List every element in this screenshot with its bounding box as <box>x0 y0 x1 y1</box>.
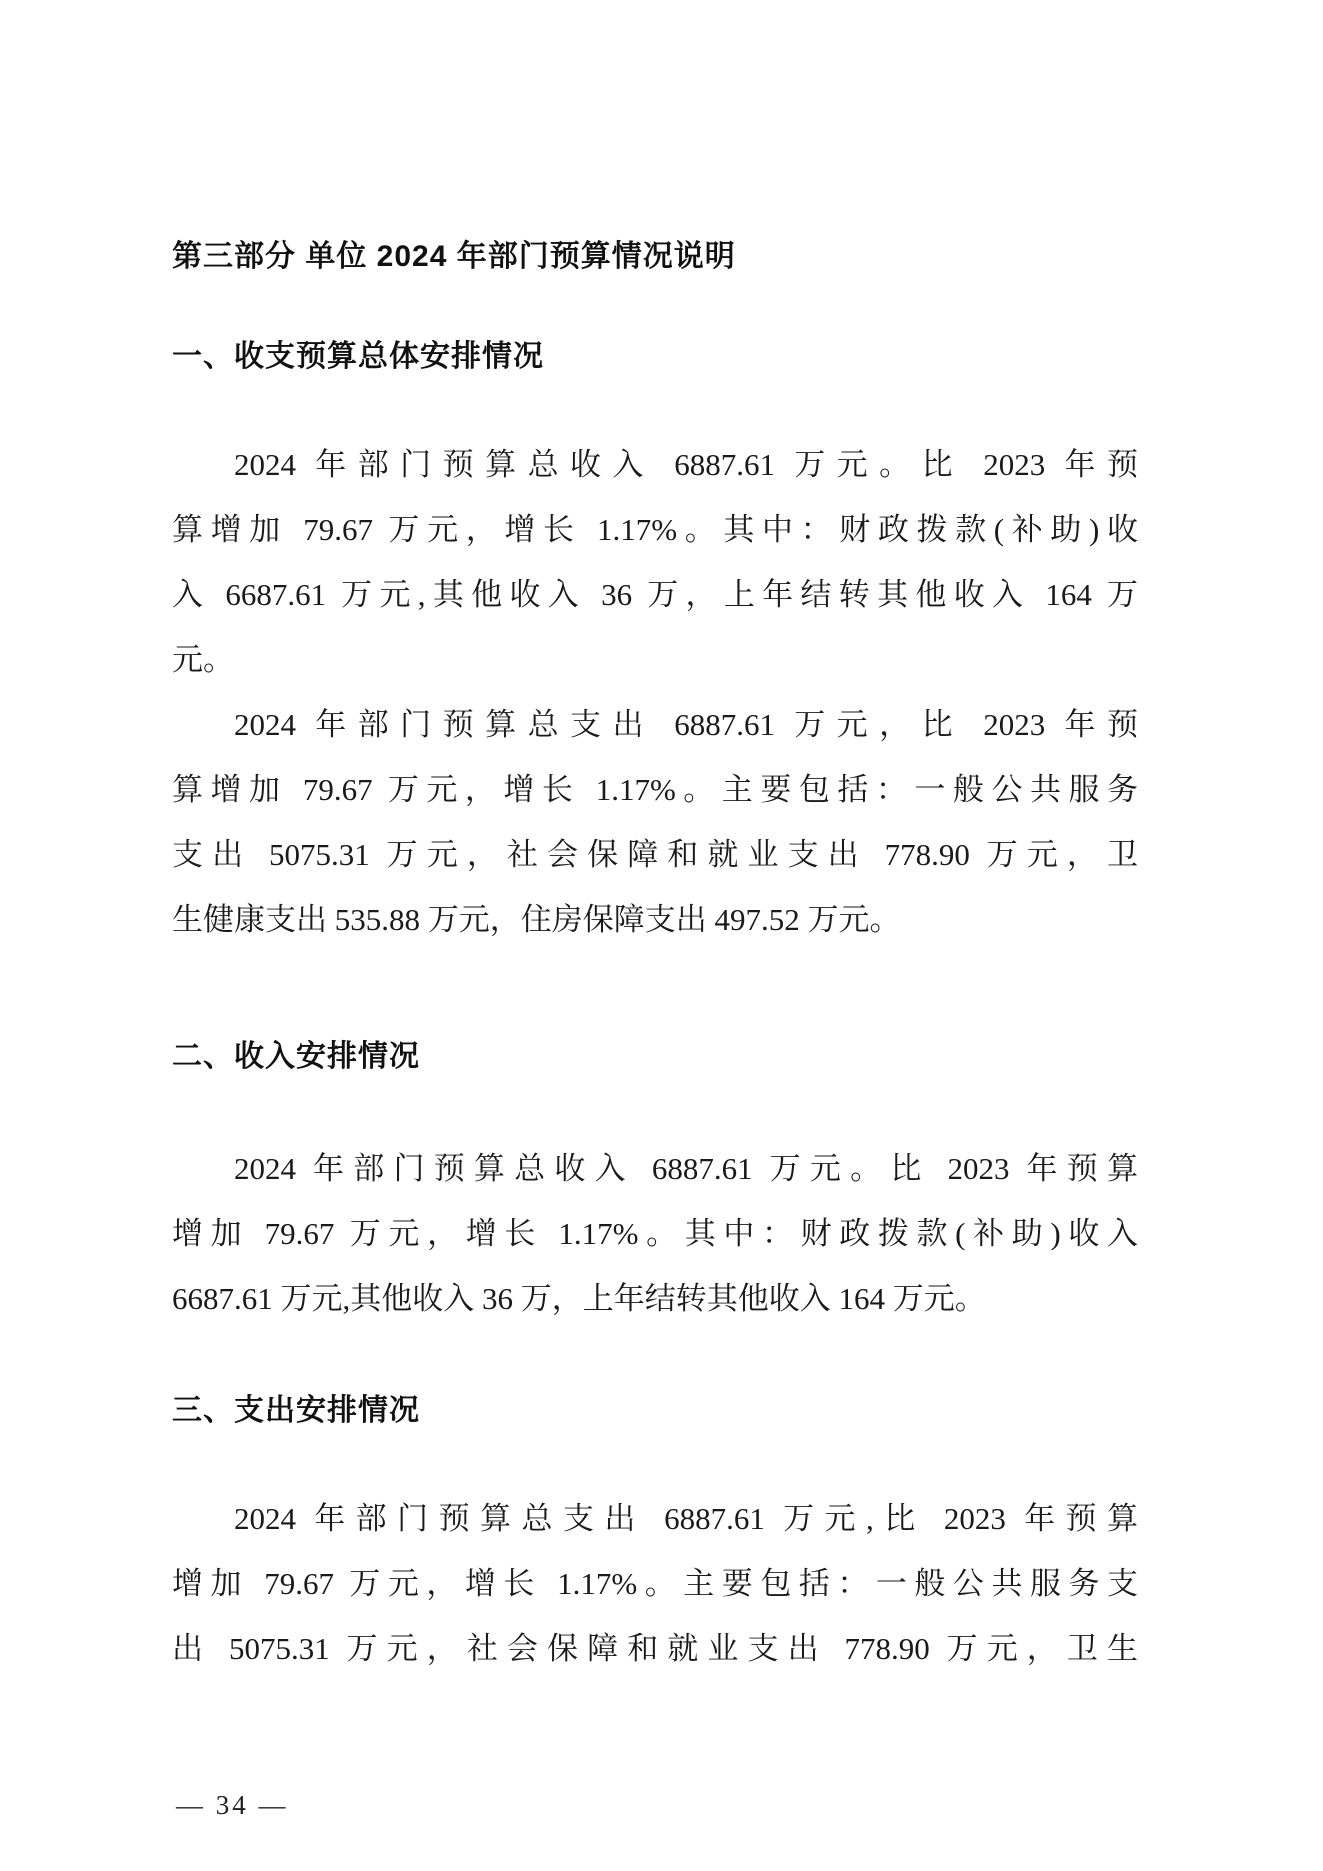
paragraph-income-detail <box>172 1136 1138 1331</box>
paragraph-expenditure-detail <box>172 1486 1138 1681</box>
paragraph-total-expenditure <box>172 692 1138 952</box>
text-line: 2024 年部门预算总支出 6887.61 万元,比 2023 年预算 <box>234 1501 1138 1536</box>
text-line: 支出 5075.31 万元，社会保障和就业支出 778.90 万元，卫 <box>172 837 1138 872</box>
text-line: 增加 79.67 万元，增长 1.17%。主要包括：一般公共服务支 <box>172 1566 1138 1601</box>
section-heading-expenditure-arrangement: 三、支出安排情况 <box>172 1394 420 1427</box>
text-line: 出 5075.31 万元，社会保障和就业支出 778.90 万元，卫生 <box>172 1631 1138 1666</box>
text-line: 生健康支出 535.88 万元，住房保障支出 497.52 万元。 <box>172 902 901 937</box>
text-line: 2024 年部门预算总收入 6887.61 万元。比 2023 年预算 <box>234 1151 1138 1186</box>
text-line: 算增加 79.67 万元，增长 1.17%。其中：财政拨款(补助)收 <box>172 512 1138 547</box>
document-title: 第三部分 单位 2024 年部门预算情况说明 <box>172 240 736 273</box>
text-line: 6687.61 万元,其他收入 36 万，上年结转其他收入 164 万元。 <box>172 1281 986 1316</box>
page-number: — 34 — <box>176 1790 289 1820</box>
text-line: 元。 <box>172 642 234 677</box>
text-line: 2024 年部门预算总收入 6887.61 万元。比 2023 年预 <box>234 447 1138 482</box>
section-heading-income-arrangement: 二、收入安排情况 <box>172 1040 420 1073</box>
text-line: 算增加 79.67 万元，增长 1.17%。主要包括：一般公共服务 <box>172 772 1138 807</box>
text-line: 入 6687.61 万元,其他收入 36 万，上年结转其他收入 164 万 <box>172 577 1138 612</box>
section-heading-overall-budget: 一、收支预算总体安排情况 <box>172 340 544 373</box>
paragraph-total-income <box>172 432 1138 692</box>
text-line: 2024 年部门预算总支出 6887.61 万元，比 2023 年预 <box>234 707 1138 742</box>
text-line: 增加 79.67 万元，增长 1.17%。其中：财政拨款(补助)收入 <box>172 1216 1138 1251</box>
